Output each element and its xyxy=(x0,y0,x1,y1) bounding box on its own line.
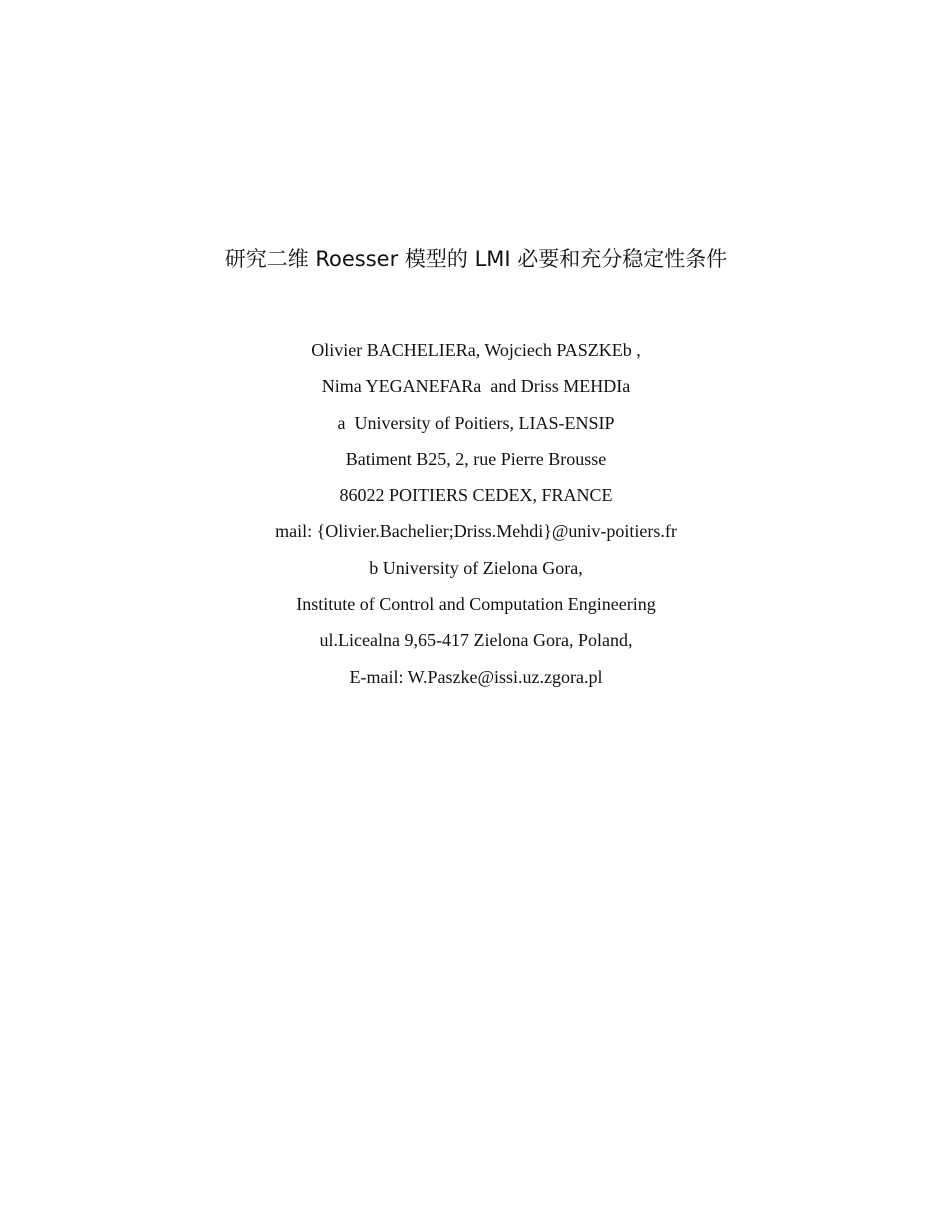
paper-title: 研究二维 Roesser 模型的 LMI 必要和充分稳定性条件 xyxy=(224,247,728,271)
affiliation-b-institute: Institute of Control and Computation Engineering xyxy=(296,594,656,615)
author-names-line-1: Olivier BACHELIERa, Wojciech PASZKEb , xyxy=(311,340,641,360)
affiliation-b-university: b University of Zielona Gora, xyxy=(369,557,583,578)
affiliation-a-city: 86022 POITIERS CEDEX, FRANCE xyxy=(339,485,613,506)
author-affiliation-block xyxy=(0,338,952,701)
author-names-line-2: Nima YEGANEFARa and Driss MEHDIa xyxy=(321,376,631,397)
affiliation-a-street: Batiment B25, 2, rue Pierre Brousse xyxy=(345,448,607,469)
affiliation-a-university: a University of Poitiers, LIAS-ENSIP xyxy=(337,412,615,433)
affiliation-a-email: mail: {Olivier.Bachelier;Driss.Mehdi}@univ-poitiers.fr xyxy=(275,521,677,542)
affiliation-b-address: ul.Licealna 9,65-417 Zielona Gora, Poland, xyxy=(319,630,633,651)
affiliation-b-email: E-mail: W.Paszke@issi.uz.zgora.pl xyxy=(349,666,603,687)
